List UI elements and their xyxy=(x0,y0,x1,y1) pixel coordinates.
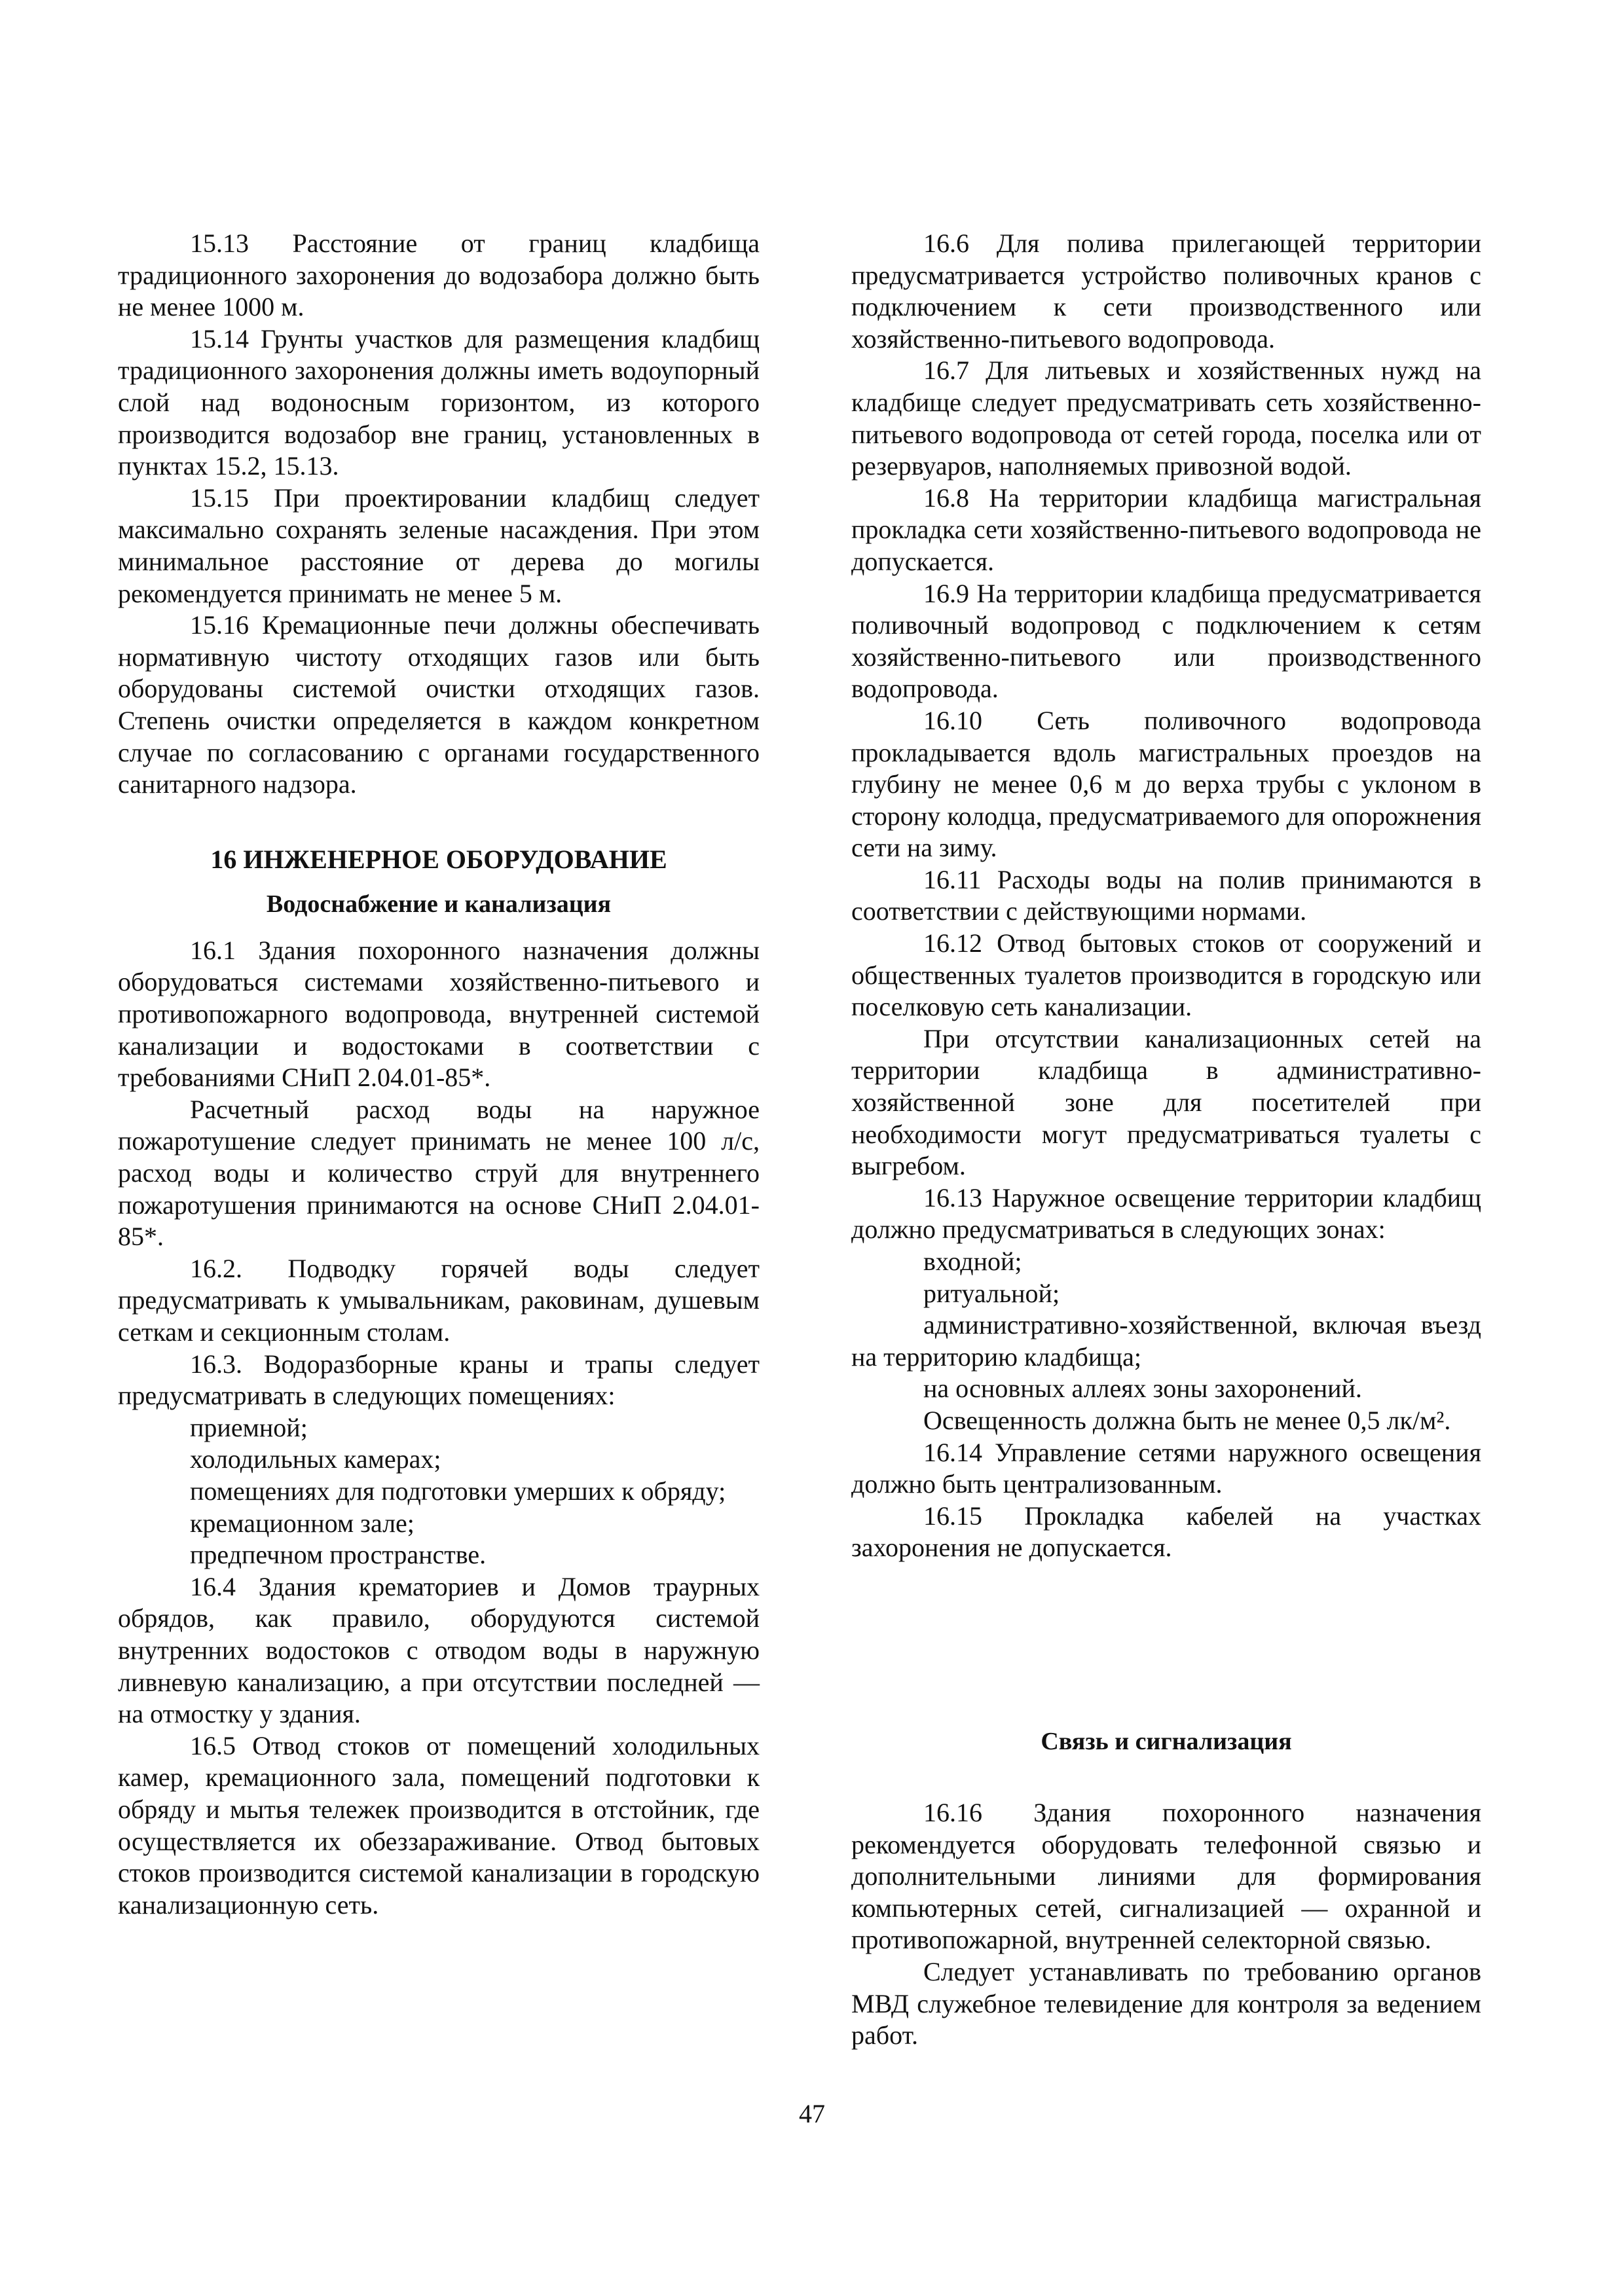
list-item: входной; xyxy=(923,1247,1022,1276)
paragraph-lux: Освещенность должна быть не менее 0,5 лк/м². xyxy=(923,1405,1451,1435)
subheading-water-supply: Водоснабжение и канализация xyxy=(266,890,612,919)
paragraph-16-8: 16.8 На территории кладбища магистральная прокладка сети хозяйственно-питьевого водопровода не допускается. xyxy=(851,483,1481,576)
subheading-communications: Связь и сигнализация xyxy=(1041,1728,1292,1755)
paragraph-16-9: 16.9 На территории кладбища предусматривается поливочный водопровод с подключением к сетям хозяйственно-питьевого или производственного водопровода. xyxy=(851,578,1481,704)
paragraph-16-3: 16.3. Водоразборные краны и трапы следует предусматривать в следующих помещениях: xyxy=(118,1349,760,1411)
right-column xyxy=(851,228,1481,1564)
list-item: предпечном пространстве. xyxy=(190,1540,487,1570)
paragraph-16-5: 16.5 Отвод стоков от помещений холодильных камер, кремационного зала, помещений подготовки к обряду и мытья тележек производится в отстойник, где осуществляется их обеззараживание. Отвод бытовых стоков производится системой канализации в городскую канализационную сеть. xyxy=(118,1730,760,1920)
paragraph-16-1: 16.1 Здания похоронного назначения должны оборудоваться системами хозяйственно-питьевого и противопожарного водопровода, внутренней системой канализации и водостоками в соответствии с требованиями СНиП 2.04.01-85*. xyxy=(118,935,760,1093)
section-heading: 16 ИНЖЕНЕРНОЕ ОБОРУДОВАНИЕ xyxy=(210,844,667,874)
paragraph-16-13: 16.13 Наружное освещение территории кладбищ должно предусматриваться в следующих зонах: xyxy=(851,1182,1481,1245)
paragraph-tv: Следует устанавливать по требованию органов МВД служебное телевидение для контроля за ведением работ. xyxy=(851,1956,1481,2050)
paragraph-16-12: 16.12 Отвод бытовых стоков от сооружений и общественных туалетов производится в городскую или поселковую сеть канализации. xyxy=(851,928,1481,1022)
paragraph-16-4: 16.4 Здания крематориев и Домов траурных обрядов, как правило, оборудуются системой внутренних водостоков с отводом воды в наружную ливневую канализацию, а при отсутствии последней — на отмостку у здания. xyxy=(118,1571,760,1729)
list-item: холодильных камерах; xyxy=(190,1444,441,1474)
left-column xyxy=(118,228,760,1921)
list-item: кремационном зале; xyxy=(190,1508,415,1538)
paragraph-fire-water: Расчетный расход воды на наружное пожаротушение следует принимать не менее 100 л/с, расход воды и количество струй для внутреннего пожаротушения принимаются на основе СНиП 2.04.01-85*. xyxy=(118,1094,760,1252)
paragraph-no-sewer: При отсутствии канализационных сетей на территории кладбища в административно-хозяйственной зоне для посетителей при необходимости могут предусматриваться туалеты с выгребом. xyxy=(851,1023,1481,1181)
paragraph-16-2: 16.2. Подводку горячей воды следует предусматривать к умывальникам, раковинам, душевым сеткам и секционным столам. xyxy=(118,1253,760,1347)
paragraph-16-10: 16.10 Сеть поливочного водопровода прокладывается вдоль магистральных проездов на глубину не менее 0,6 м до верха трубы с уклоном в сторону колодца, предусматриваемого для опорожнения сети на зиму. xyxy=(851,705,1481,863)
paragraph-16-15: 16.15 Прокладка кабелей на участках захоронения не допускается. xyxy=(851,1501,1481,1563)
paragraph-16-14: 16.14 Управление сетями наружного освещения должно быть централизованным. xyxy=(851,1437,1481,1499)
paragraph-15-14: 15.14 Грунты участков для размещения кладбищ традиционного захоронения должны иметь водоупорный слой над водоносным горизонтом, из которого производится водозабор вне границ, установленных в пунктах 15.2, 15.13. xyxy=(118,323,760,481)
right-column-lower xyxy=(851,1797,1481,2052)
list-item: приемной; xyxy=(190,1412,308,1442)
paragraph-15-16: 15.16 Кремационные печи должны обеспечивать нормативную чистоту отходящих газов или быть оборудованы системой очистки отходящих газов. Степень очистки определяется в каждом конкретном случае по согласованию с органами государственного санитарного надзора. xyxy=(118,610,760,799)
list-item: административно-хозяйственной, включая въезд на территорию кладбища; xyxy=(851,1310,1481,1372)
paragraph-16-11: 16.11 Расходы воды на полив принимаются в соответствии с действующими нормами. xyxy=(851,864,1481,926)
paragraph-15-13: 15.13 Расстояние от границ кладбища традиционного захоронения до водозабора должно быть не менее 1000 м. xyxy=(118,228,760,322)
paragraph-16-6: 16.6 Для полива прилегающей территории предусматривается устройство поливочных кранов с подключением к сети производственного или хозяйственно-питьевого водопровода. xyxy=(851,228,1481,354)
page-number: 47 xyxy=(799,2099,825,2128)
paragraph-15-15: 15.15 При проектировании кладбищ следует максимально сохранять зеленые насаждения. При этом минимальное расстояние от дерева до могилы рекомендуется принимать не менее 5 м. xyxy=(118,483,760,608)
list-item: на основных аллеях зоны захоронений. xyxy=(923,1374,1362,1404)
paragraph-16-16: 16.16 Здания похоронного назначения рекомендуется оборудовать телефонной связью и дополнительными линиями для формирования компьютерных сетей, сигнализацией — охранной и противопожарной, внутренней селекторной связью. xyxy=(851,1798,1481,1955)
paragraph-16-7: 16.7 Для литьевых и хозяйственных нужд на кладбище следует предусматривать сеть хозяйственно-питьевого водопровода от сетей города, поселка или от резервуаров, наполняемых привозной водой. xyxy=(851,355,1481,481)
list-item: ритуальной; xyxy=(923,1278,1060,1308)
list-item: помещениях для подготовки умерших к обряду; xyxy=(190,1476,726,1506)
